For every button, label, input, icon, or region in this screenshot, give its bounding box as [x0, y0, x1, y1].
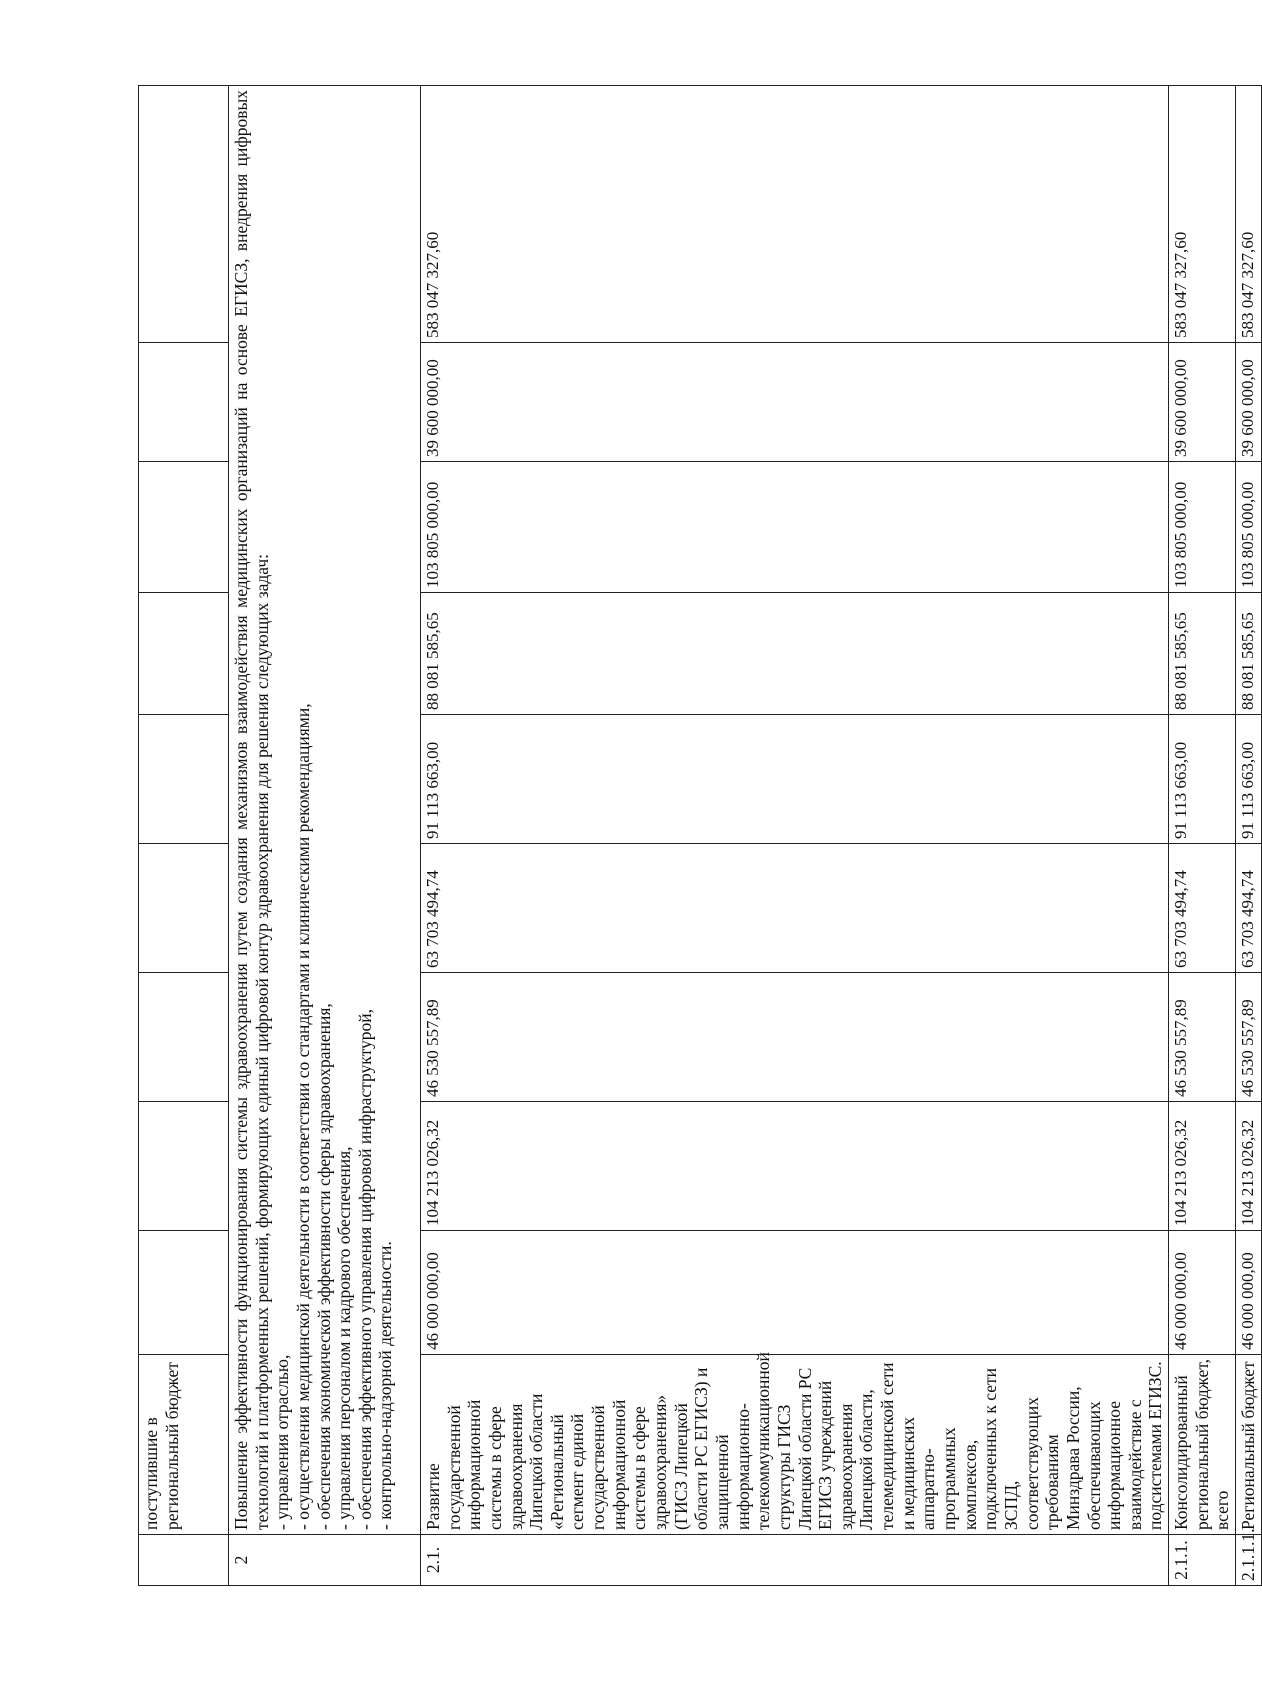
row-value: 39 600 000,00 — [1169, 343, 1236, 462]
header-cell — [139, 973, 229, 1102]
row-value: 88 081 585,65 — [421, 593, 1169, 715]
header-cell — [139, 343, 229, 462]
row-value: 88 081 585,65 — [1235, 593, 1261, 715]
budget-table — [138, 85, 1262, 1586]
row-name: Консолидированный региональный бюджет, всего — [1169, 1355, 1236, 1535]
goal-line: - обеспечения экономической эффективности сферы здравоохранения, — [313, 1003, 334, 1530]
goal-line: - контрольно-надзорной деятельности. — [375, 1241, 396, 1530]
row-number: 2.1.1. — [1169, 1535, 1236, 1586]
header-cell — [139, 1102, 229, 1231]
row-value: 46 530 557,89 — [1169, 973, 1236, 1102]
goal-line: - осуществления медицинской деятельности в соответствии со стандартами и клиническими рекомендациями, — [292, 703, 313, 1530]
row-value: 39 600 000,00 — [1235, 343, 1261, 462]
table-row — [1169, 86, 1236, 1586]
goal-text-cell — [229, 86, 421, 1535]
row-value: 39 600 000,00 — [421, 343, 1169, 462]
row-value: 91 113 663,00 — [1169, 715, 1236, 844]
row-value: 46 530 557,89 — [421, 973, 1169, 1102]
rotated-page — [138, 86, 1258, 1586]
goal-line: Повышение эффективности функционирования системы здравоохранения путем создания механизмов взаимодействия медицинских организаций на основе ЕГИСЗ, внедрения цифровых технологий и платформенных решений, формирующих единый цифровой контур здравоохранения для решения следующих задач: — [231, 90, 272, 1530]
row-value: 583 047 327,60 — [1169, 86, 1236, 343]
goal-line: - управления отраслью, — [272, 1354, 293, 1530]
row-name: Развитие государственной информационной системы в сфере здравоохранения Липецкой области «Региональный сегмент единой государственной информационной системы в сфере здравоохранения» (ГИСЗ Липецкой области РС ЕГИСЗ) и защищенной информационно-телекоммуникационной структуры ГИСЗ Липецкой области РС ЕГИСЗ учреждений здравоохранения Липецкой области, телемедицинской сети и медицинских аппаратно-программных комплексов, подключенных к сети ЗСПД, соответствующих требованиям Минздрава России, обеспечивающих информационное взаимодействие с подсистемами ЕГИЗС. — [421, 1355, 1169, 1535]
header-cell — [139, 1231, 229, 1355]
row-value: 63 703 494,74 — [1235, 844, 1261, 973]
row-value: 63 703 494,74 — [1169, 844, 1236, 973]
goal-line: - обеспечения эффективного управления цифровой инфраструктурой, — [354, 1009, 375, 1530]
goal-row — [229, 86, 421, 1586]
header-cell — [139, 844, 229, 973]
row-value: 104 213 026,32 — [1235, 1102, 1261, 1231]
row-value: 46 000 000,00 — [421, 1231, 1169, 1355]
row-value: 46 000 000,00 — [1169, 1231, 1236, 1355]
goal-line: - управления персоналом и кадрового обеспечения, — [334, 1146, 355, 1530]
row-value: 91 113 663,00 — [421, 715, 1169, 844]
table-row — [421, 86, 1169, 1586]
row-value: 103 805 000,00 — [1235, 462, 1261, 593]
row-value: 88 081 585,65 — [1169, 593, 1236, 715]
header-row — [139, 86, 229, 1586]
row-value: 583 047 327,60 — [1235, 86, 1261, 343]
header-label-cell: поступившие в региональный бюджет — [139, 1355, 229, 1535]
goal-number: 2 — [229, 1535, 421, 1586]
row-value: 46 530 557,89 — [1235, 973, 1261, 1102]
header-cell — [139, 86, 229, 343]
row-value: 103 805 000,00 — [421, 462, 1169, 593]
row-name: Региональный бюджет — [1235, 1355, 1261, 1535]
row-value: 91 113 663,00 — [1235, 715, 1261, 844]
header-number-cell — [139, 1535, 229, 1586]
header-cell — [139, 715, 229, 844]
row-number: 2.1. — [421, 1535, 1169, 1586]
row-value: 46 000 000,00 — [1235, 1231, 1261, 1355]
row-value: 103 805 000,00 — [1169, 462, 1236, 593]
table-row — [1235, 86, 1261, 1586]
row-value: 104 213 026,32 — [1169, 1102, 1236, 1231]
row-value: 104 213 026,32 — [421, 1102, 1169, 1231]
row-value: 63 703 494,74 — [421, 844, 1169, 973]
row-value: 583 047 327,60 — [421, 86, 1169, 343]
header-cell — [139, 462, 229, 593]
header-cell — [139, 593, 229, 715]
row-number: 2.1.1.1. — [1235, 1535, 1261, 1586]
